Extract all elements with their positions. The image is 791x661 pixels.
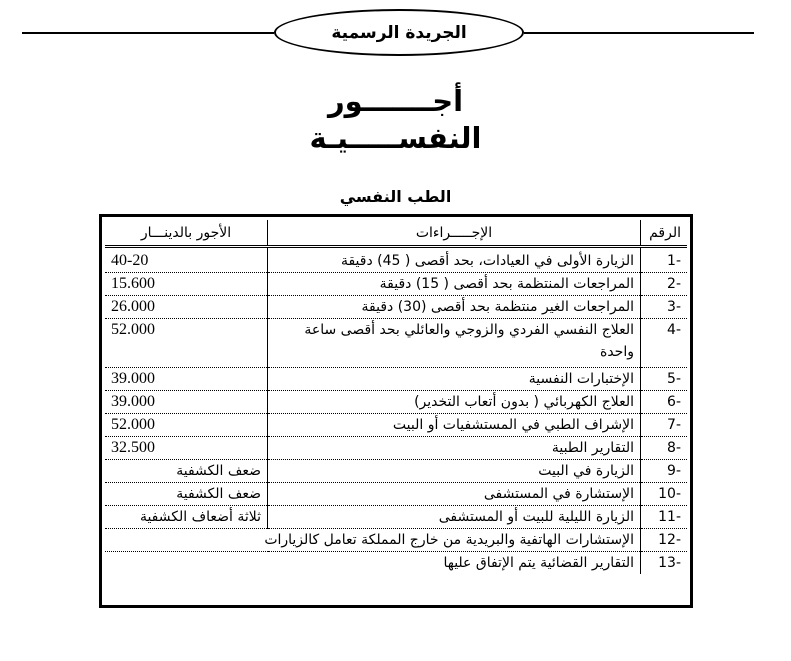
header-rule-left <box>22 32 274 34</box>
row-number: -5 <box>641 368 688 391</box>
page-title-line2: النفســـــيـة <box>309 121 482 155</box>
row-number: -2 <box>641 273 688 296</box>
row-fee: 52.000 <box>105 319 268 368</box>
row-procedure: الزيارة الأولى في العيادات، بحد أقصى ( 45) دقيقة <box>268 247 641 273</box>
row-fee: ثلاثة أضعاف الكشفية <box>105 506 268 529</box>
row-procedure: الزيارة الليلية للبيت أو المستشفى <box>268 506 641 529</box>
table-row <box>105 247 687 273</box>
table-row <box>105 437 687 460</box>
row-fee: 39.000 <box>105 391 268 414</box>
row-fee: 15.600 <box>105 273 268 296</box>
row-number: -9 <box>641 460 688 483</box>
table-row <box>105 529 687 552</box>
table-row <box>105 273 687 296</box>
row-procedure: الإشراف الطبي في المستشفيات أو البيت <box>268 414 641 437</box>
row-procedure: الإستشارات الهاتفية والبريدية من خارج المملكة تعامل كالزيارات <box>105 529 641 552</box>
row-procedure: العلاج الكهربائي ( بدون أتعاب التخدير) <box>268 391 641 414</box>
row-number: -1 <box>641 247 688 273</box>
row-procedure: التقارير القضائية يتم الإتفاق عليها <box>105 552 641 575</box>
row-fee: 39.000 <box>105 368 268 391</box>
row-number: -4 <box>641 319 688 368</box>
table-row <box>105 552 687 575</box>
table-row <box>105 391 687 414</box>
table-header-row <box>105 220 687 247</box>
fees-table-frame <box>99 214 693 608</box>
row-number: -10 <box>641 483 688 506</box>
row-fee: ضعف الكشفية <box>105 460 268 483</box>
page-title-line1: أجـــــــور <box>327 84 464 118</box>
row-procedure: الإختبارات النفسية <box>268 368 641 391</box>
table-row <box>105 414 687 437</box>
row-number: -12 <box>641 529 688 552</box>
row-number: -8 <box>641 437 688 460</box>
row-number: -3 <box>641 296 688 319</box>
table-row <box>105 483 687 506</box>
section-title: الطب النفسي <box>339 187 452 206</box>
row-number: -6 <box>641 391 688 414</box>
gazette-title-oval <box>274 9 524 56</box>
table-row <box>105 296 687 319</box>
row-fee: 26.000 <box>105 296 268 319</box>
row-number: -13 <box>641 552 688 575</box>
header-procedure: الإجـــــراءات <box>268 220 641 247</box>
header-rule-right <box>524 32 754 34</box>
row-procedure: المراجعات الغير منتظمة بحد أقصى (30) دقيقة <box>268 296 641 319</box>
header-number: الرقم <box>641 220 688 247</box>
row-procedure: المراجعات المنتظمة بحد أقصى ( 15) دقيقة <box>268 273 641 296</box>
row-fee: ضعف الكشفية <box>105 483 268 506</box>
row-procedure: الزيارة في البيت <box>268 460 641 483</box>
gazette-title: الجريدة الرسمية <box>331 22 467 43</box>
fees-table <box>105 220 687 574</box>
header-fee: الأجور بالدينـــار <box>105 220 268 247</box>
table-row <box>105 506 687 529</box>
row-fee: 32.500 <box>105 437 268 460</box>
row-number: -11 <box>641 506 688 529</box>
row-number: -7 <box>641 414 688 437</box>
table-row <box>105 368 687 391</box>
table-row <box>105 319 687 368</box>
row-fee: 52.000 <box>105 414 268 437</box>
table-row <box>105 460 687 483</box>
row-fee: 40-20 <box>111 252 149 269</box>
row-procedure: العلاج النفسي الفردي والزوجي والعائلي بحد أقصى ساعة واحدة <box>268 319 641 368</box>
row-procedure: الإستشارة في المستشفى <box>268 483 641 506</box>
row-procedure: التقارير الطبية <box>268 437 641 460</box>
